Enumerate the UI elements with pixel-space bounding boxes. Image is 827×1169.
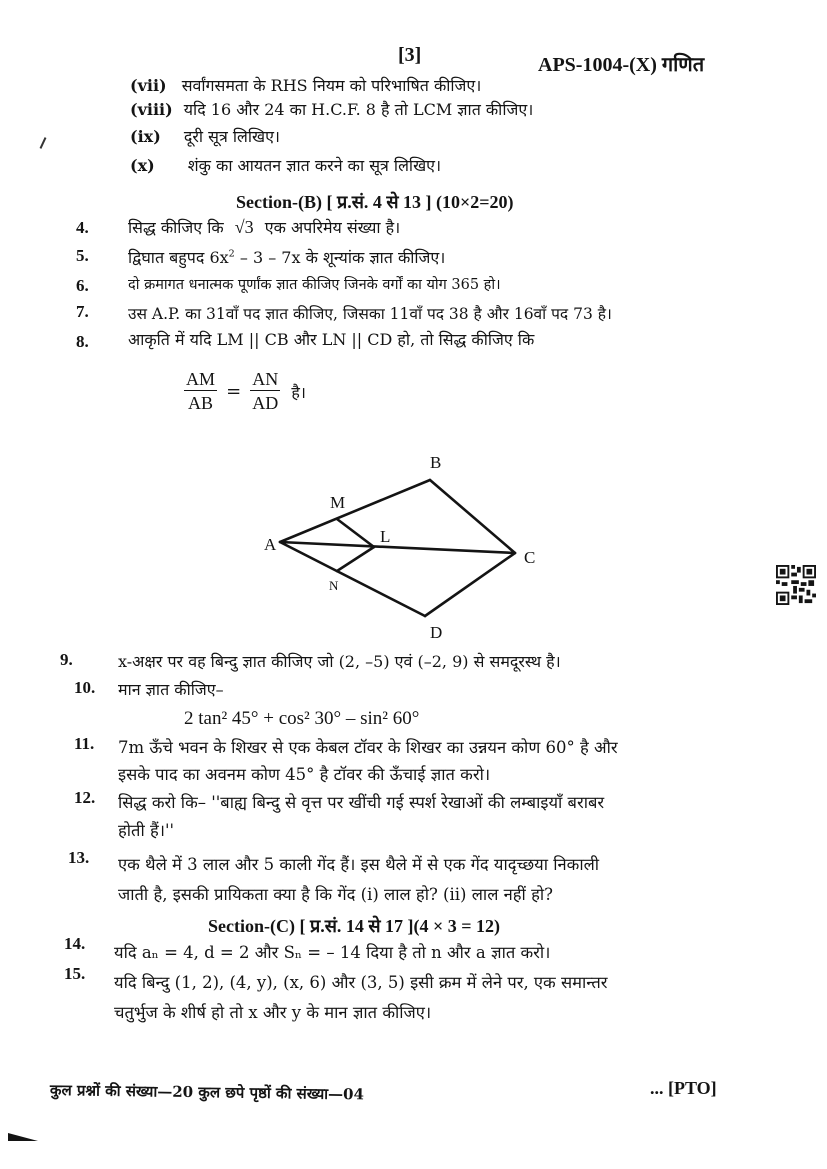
question-15-line2: चतुर्भुज के शीर्ष हो तो x और y के मान ज्ञात कीजिए। — [114, 1003, 432, 1022]
pen-tick-mark — [40, 137, 47, 149]
question-text: एक अपरिमेय संख्या है। — [264, 218, 401, 237]
question-10: मान ज्ञात कीजिए– — [118, 680, 224, 699]
question-number: 15. — [64, 964, 86, 983]
question-text: यदि 16 और 24 का H.C.F. 8 है तो LCM ज्ञात कीजिए। — [183, 100, 534, 119]
question-text: शंकु का आयतन ज्ञात करने का सूत्र लिखिए। — [187, 156, 442, 175]
question-viii — [130, 100, 533, 120]
denominator: AD — [252, 393, 279, 413]
question-number: 7. — [76, 302, 89, 321]
equals-sign: = — [226, 381, 242, 402]
question-number: 14. — [64, 934, 86, 953]
qr-code — [776, 565, 816, 605]
question-number: (x) — [130, 156, 155, 175]
question-8: आकृति में यदि LM || CB और LN || CD हो, तो सिद्ध कीजिए कि — [128, 330, 535, 349]
question-13-line2: जाती है, इसकी प्रायिकता क्या है कि गेंद (i) लाल हो? (ii) लाल नहीं हो? — [118, 885, 553, 904]
question-13-line1: एक थैले में 3 लाल और 5 काली गेंद हैं। इस थैले में से एक गेंद यादृच्छया निकाली — [118, 855, 600, 874]
sqrt-expression: √3 — [234, 217, 254, 237]
fraction-am-ab — [184, 368, 217, 415]
numerator: AM — [186, 369, 216, 389]
question-9: x-अक्षर पर वह बिन्दु ज्ञात कीजिए जो (2, –5) एवं (–2, 9) से समदूरस्थ है। — [118, 652, 561, 671]
question-14: यदि aₙ = 4, d = 2 और Sₙ = – 14 दिया है तो n और a ज्ञात करो। — [114, 943, 551, 962]
question-number: 12. — [74, 788, 96, 807]
scan-corner-mark — [8, 1133, 38, 1141]
question-text: सिद्ध कीजिए कि — [128, 218, 224, 237]
question-number: 13. — [68, 848, 90, 867]
label-m: M — [330, 493, 346, 512]
label-n: N — [329, 578, 339, 593]
label-d: D — [430, 623, 443, 642]
question-number: (viii) — [130, 100, 173, 119]
numerator: AN — [252, 369, 279, 389]
question-text: द्विघात बहुपद 6x — [128, 248, 229, 267]
footer-pto: ... [PTO] — [650, 1078, 717, 1098]
question-text: सर्वांगसमता के RHS नियम को परिभाषित कीजिए। — [181, 76, 482, 95]
paper-code: APS-1004-(X) गणित — [538, 54, 705, 76]
question-number: 10. — [74, 678, 96, 697]
question-number: (vii) — [130, 76, 167, 95]
geometry-figure — [250, 440, 570, 650]
section-c-heading: Section-(C) [ प्र.सं. 14 से 17 ](4 × 3 = 12) — [208, 916, 501, 936]
question-vii — [130, 76, 481, 96]
label-l: L — [380, 527, 391, 546]
question-ix — [130, 127, 280, 147]
trig-formula: 2 tan² 45° + cos² 30° – sin² 60° — [184, 708, 420, 729]
denominator: AB — [188, 393, 214, 413]
question-6: दो क्रमागत धनात्मक पूर्णांक ज्ञात कीजिए जिनके वर्गों का योग 365 हो। — [128, 277, 501, 293]
question-5 — [128, 246, 445, 268]
footer-question-count: कुल प्रश्नों की संख्या—20 कुल छपे पृष्ठों की संख्या—04 — [49, 1081, 365, 1104]
fraction-equation — [184, 368, 306, 415]
question-x — [130, 156, 441, 176]
question-number: 6. — [76, 276, 89, 295]
question-4 — [128, 216, 400, 238]
question-text: है। — [291, 382, 306, 402]
question-text: – 3 – 7x के शून्यांक ज्ञात कीजिए। — [234, 248, 446, 267]
question-number: (ix) — [130, 127, 161, 146]
question-number: 5. — [76, 246, 89, 265]
question-number: 4. — [76, 218, 89, 237]
exponent: 2 — [228, 248, 235, 260]
page-number: [3] — [398, 44, 422, 66]
section-b-heading: Section-(B) [ प्र.सं. 4 से 13 ] (10×2=20) — [236, 192, 514, 212]
question-number: 11. — [74, 734, 95, 753]
question-12-line1: सिद्ध करो कि– ''बाह्य बिन्दु से वृत्त पर खींची गई स्पर्श रेखाओं की लम्बाइयाँ बराबर — [118, 793, 605, 812]
label-b: B — [430, 453, 442, 472]
question-number: 8. — [76, 332, 89, 351]
fraction-an-ad — [250, 368, 280, 415]
question-7: उस A.P. का 31वाँ पद ज्ञात कीजिए, जिसका 11वाँ पद 38 है और 16वाँ पद 73 है। — [128, 305, 612, 323]
question-11-line1: 7m ऊँचे भवन के शिखर से एक केबल टॉवर के शिखर का उन्नयन कोण 60° है और — [118, 738, 618, 757]
question-11-line2: इसके पाद का अवनम कोण 45° है टॉवर की ऊँचाई ज्ञात करो। — [118, 765, 491, 784]
question-number: 9. — [60, 650, 73, 669]
question-15-line1: यदि बिन्दु (1, 2), (4, y), (x, 6) और (3, 5) इसी क्रम में लेने पर, एक समान्तर — [114, 973, 608, 992]
label-c: C — [524, 548, 536, 567]
question-12-line2: होती हैं।'' — [118, 821, 175, 840]
question-text: दूरी सूत्र लिखिए। — [183, 127, 280, 146]
label-a: A — [264, 535, 277, 554]
